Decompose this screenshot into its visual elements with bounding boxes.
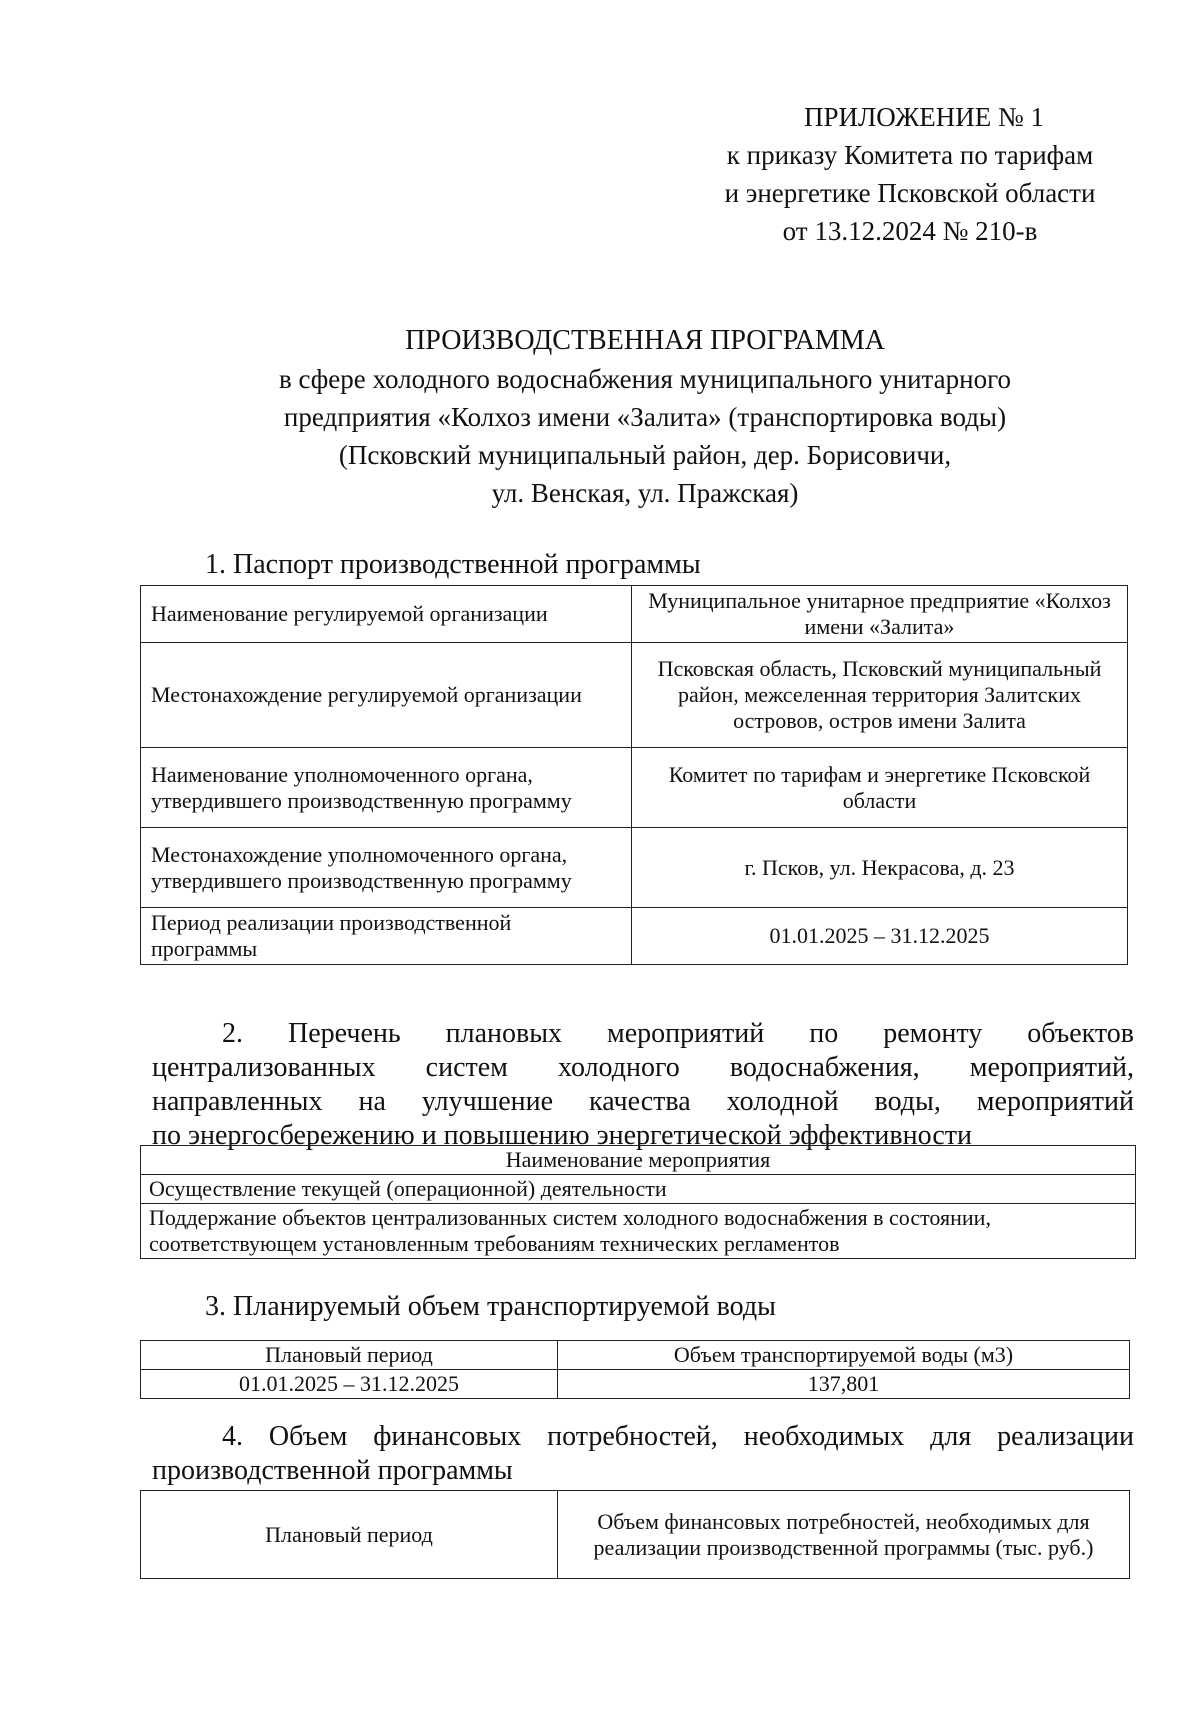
column-header-period: Плановый период [141,1341,558,1370]
annex-block [700,98,1120,250]
section2-heading-line2: централизованных систем холодного водоснабжения, мероприятий, [152,1052,1134,1083]
title-main: ПРОИЗВОДСТВЕННАЯ ПРОГРАММА [405,325,885,356]
title-line5: ул. Венская, ул. Пражская) [491,478,799,508]
section4-heading-line2: производственной программы [152,1455,513,1486]
measures-column-header: Наименование мероприятия [141,1146,1136,1175]
title-line3: предприятия «Колхоз имени «Залита» (транспортировка воды) [283,402,1007,432]
annex-date: от 13.12.2024 № 210-в [782,216,1038,246]
section2-heading-line4: по энергосбережению и повышению энергетической эффективности [152,1120,972,1151]
volume-cell: 137,801 [558,1370,1130,1399]
passport-label: Местонахождение регулируемой организации [141,643,632,748]
section2-heading-line3: направленных на улучшение качества холодной воды, мероприятий [152,1086,1134,1117]
finance-table [140,1490,1130,1579]
passport-label: Наименование регулируемой организации [141,586,632,643]
table-row [141,1370,1130,1399]
table-header-row [141,1341,1130,1370]
column-header-finance: Объем финансовых потребностей, необходимых для реализации производственной программы (тыс. руб.) [558,1491,1130,1579]
table-row [141,586,1128,643]
column-header-period: Плановый период [141,1491,558,1579]
passport-value: г. Псков, ул. Некрасова, д. 23 [632,828,1128,908]
title-line4: (Псковский муниципальный район, дер. Борисовичи, [338,440,952,470]
passport-label: Местонахождение уполномоченного органа, утвердившего производственную программу [141,828,632,908]
table-row [141,643,1128,748]
section2-heading-line1 [152,1017,1134,1051]
table-row [141,1491,1130,1579]
section3-heading: 3. Планируемый объем транспортируемой воды [205,1291,776,1322]
table-row [141,1175,1136,1204]
section2-heading-text: 2. Перечень плановых мероприятий по ремонту объектов [222,1018,1134,1049]
measure-item: Поддержание объектов централизованных систем холодного водоснабжения в состоянии, соответствующем установленным требованиям технических регламентов [141,1204,1136,1259]
water-volume-table [140,1340,1130,1399]
annex-order-ref: к приказу Комитета по тарифам [726,140,1094,170]
measure-item: Осуществление текущей (операционной) деятельности [141,1175,1136,1204]
table-row [141,1204,1136,1259]
passport-label: Период реализации производственной программы [141,908,632,965]
table-row [141,748,1128,828]
section1-heading: 1. Паспорт производственной программы [205,549,701,580]
annex-number: ПРИЛОЖЕНИЕ № 1 [803,102,1045,132]
passport-table [140,585,1128,965]
table-header-row [141,1146,1136,1175]
passport-label: Наименование уполномоченного органа, утвердившего производственную программу [141,748,632,828]
measures-table [140,1145,1136,1259]
passport-value: Псковская область, Псковский муниципальный район, межселенная территория Залитских островов, остров имени Залита [632,643,1128,748]
passport-value: Комитет по тарифам и энергетике Псковской области [632,748,1128,828]
table-row [141,908,1128,965]
passport-value: 01.01.2025 – 31.12.2025 [632,908,1128,965]
column-header-volume: Объем транспортируемой воды (м3) [558,1341,1130,1370]
annex-committee: и энергетике Псковской области [724,178,1096,208]
section4-heading [152,1420,1134,1488]
section4-heading-line1: 4. Объем финансовых потребностей, необходимых для реализации [222,1421,1134,1452]
period-cell: 01.01.2025 – 31.12.2025 [141,1370,558,1399]
title-line2: в сфере холодного водоснабжения муниципального унитарного [278,364,1011,394]
passport-value: Муниципальное унитарное предприятие «Колхоз имени «Залита» [632,586,1128,643]
section2-heading [152,1017,1134,1153]
table-row [141,828,1128,908]
document-title [230,322,1060,512]
